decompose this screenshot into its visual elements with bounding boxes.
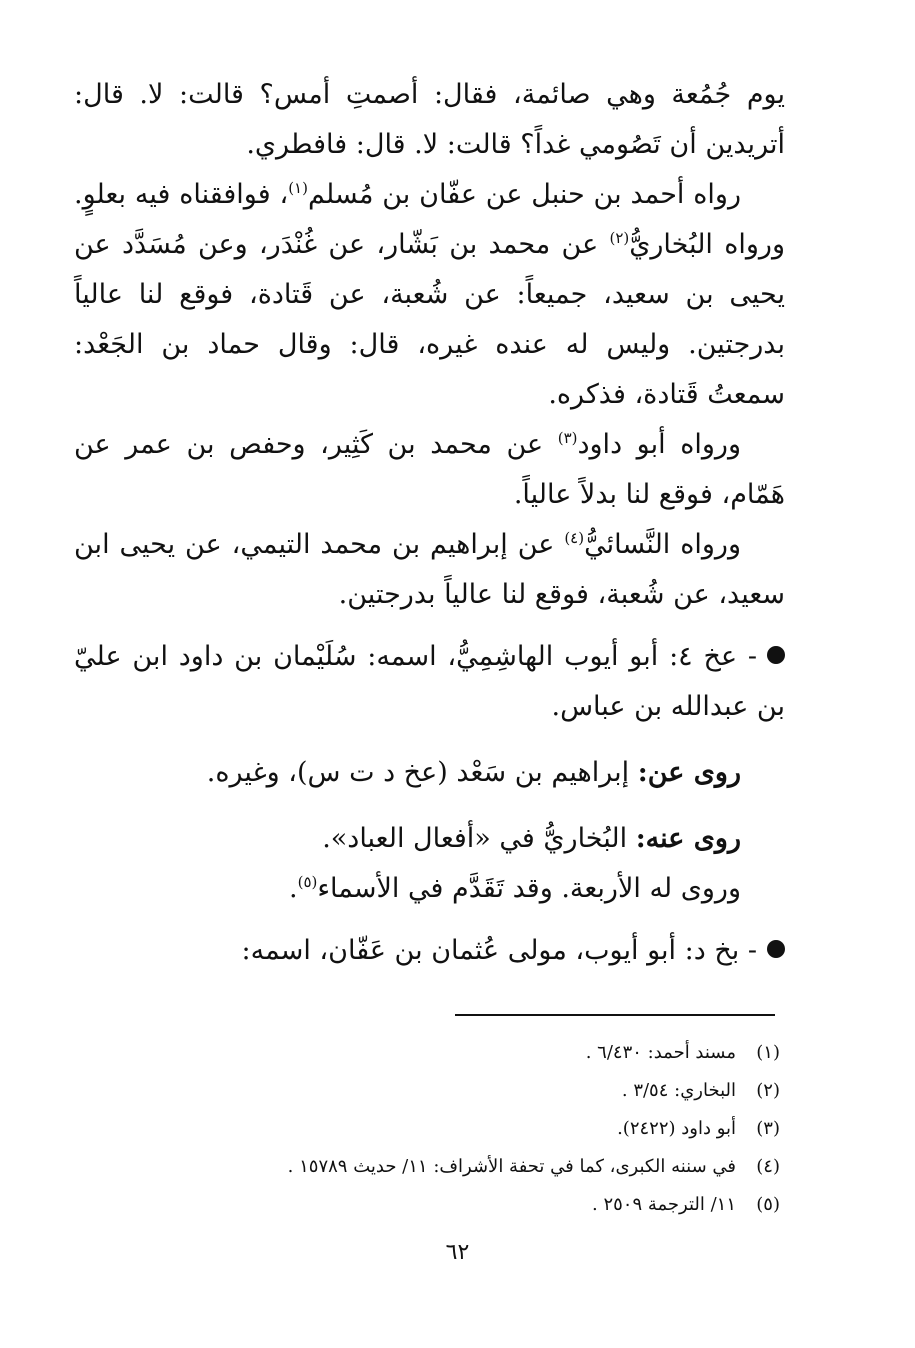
text-run: .	[288, 873, 298, 904]
footnote-text: مسند أحمد: ٦/٤٣٠ .	[585, 1042, 736, 1063]
footnote-1	[100, 1034, 780, 1072]
footnote-text: البخاري: ٣/٥٤ .	[621, 1080, 736, 1101]
bullet-icon	[767, 940, 785, 958]
footnote-number: (٣)	[756, 1118, 780, 1139]
footnote-text: في سننه الكبرى، كما في تحفة الأشراف: ١١/ حديث ١٥٧٨٩ .	[287, 1156, 736, 1177]
narrated-from-text: إبراهيم بن سَعْد (عخ د ت س)، وغيره.	[206, 757, 638, 788]
narrated-from-label: روى عن:	[637, 757, 741, 788]
text-run: عن محمد بن كَثِير، وحفص بن عمر عن هَمّام، فوقع لنا بدلاً عالياً.	[74, 429, 785, 510]
main-text	[74, 70, 785, 976]
bullet-icon	[767, 646, 785, 664]
footnote-ref-3[interactable]: (٣)	[557, 429, 578, 447]
paragraph-continuation: يوم جُمُعة وهي صائمة، فقال: أصمتِ أمس؟ قالت: لا. قال: أتريدين أن تَصُومي غداً؟ قالت: لا. قال: فافطري.	[74, 79, 785, 160]
entry-text: - عخ ٤: أبو أيوب الهاشِمِيُّ، اسمه: سُلَيْمان بن داود ابن عليّ بن عبدالله بن عباس.	[74, 641, 785, 722]
entry-text: - بخ د: أبو أيوب، مولى عُثمان بن عَفّان، اسمه:	[241, 935, 757, 966]
narrated-by-text: البُخاريُّ في «أفعال العباد».	[322, 823, 636, 854]
text-run: وروى له الأربعة. وقد تَقَدَّم في الأسماء	[317, 873, 741, 904]
footnotes	[100, 1034, 780, 1224]
footnote-4	[100, 1148, 780, 1186]
text-run: عن محمد بن بَشّار، عن غُنْدَر، وعن مُسَدَّد عن يحيى بن سعيد، جميعاً: عن شُعبة، عن قَتادة، فوقع لنا عالياً بدرجتين. وليس له عنده غيره، قال: وقال حماد بن الجَعْد: سمعتُ قَتادة، فذكره.	[74, 229, 785, 410]
text-run: رواه أحمد بن حنبل عن عفّان بن مُسلم	[307, 179, 741, 210]
footnote-ref-4[interactable]: (٤)	[564, 529, 585, 547]
narrated-for	[74, 864, 785, 914]
text-run: ورواه أبو داود	[577, 429, 741, 460]
footnote-divider	[455, 1014, 775, 1016]
page-number: ٦٢	[445, 1240, 470, 1265]
footnote-ref-5[interactable]: (٥)	[297, 873, 318, 891]
narrated-by-label: روى عنه:	[635, 823, 741, 854]
narrated-from	[74, 748, 785, 798]
text-run: ورواه النَّسائيُّ	[584, 529, 741, 560]
footnote-number: (٢)	[756, 1080, 780, 1101]
narrated-by	[74, 814, 785, 864]
text-run: ، فوافقناه فيه بعلوٍ. ورواه البُخاريُّ	[74, 179, 785, 260]
footnote-text: أبو داود (٢٤٢٢).	[617, 1118, 736, 1139]
entry-abu-ayyub-hashimi	[74, 632, 785, 732]
footnote-number: (٥)	[756, 1194, 780, 1215]
entry-abu-ayyub-mawla	[74, 926, 785, 976]
footnote-3	[100, 1110, 780, 1148]
paragraph-nasai	[74, 520, 785, 620]
footnote-text: ١١/ الترجمة ٢٥٠٩ .	[591, 1194, 736, 1215]
footnote-ref-2[interactable]: (٢)	[609, 229, 630, 247]
footnote-number: (٤)	[756, 1156, 780, 1177]
text-run: عن إبراهيم بن محمد التيمي، عن يحيى ابن سعيد، عن شُعبة، فوقع لنا عالياً بدرجتين.	[74, 529, 785, 610]
footnote-number: (١)	[756, 1042, 780, 1063]
paragraph-ahmad	[74, 170, 785, 420]
footnote-ref-1[interactable]: (١)	[288, 179, 308, 197]
paragraph-abu-dawud	[74, 420, 785, 520]
footnote-5	[100, 1186, 780, 1224]
footnote-2	[100, 1072, 780, 1110]
